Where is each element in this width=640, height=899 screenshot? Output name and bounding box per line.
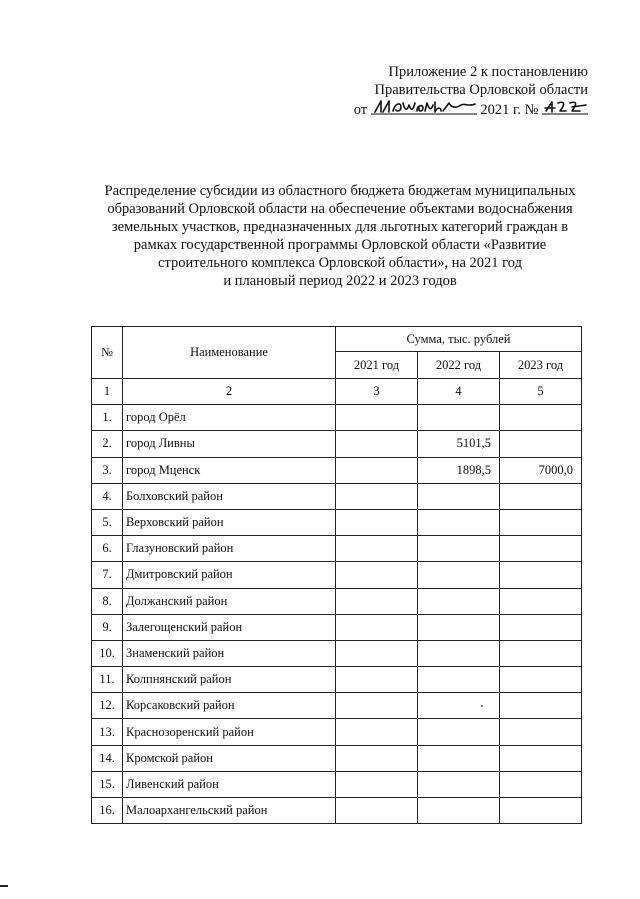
row-2021-value bbox=[336, 562, 418, 588]
title-line: строительного комплекса Орловской области», на 2021 год bbox=[158, 255, 522, 271]
table-row bbox=[92, 693, 582, 719]
row-2022-value bbox=[418, 640, 500, 666]
row-name: Дмитровский район bbox=[123, 562, 336, 588]
row-2022-value bbox=[418, 719, 500, 745]
table-row bbox=[92, 640, 582, 666]
row-2022-value bbox=[418, 562, 500, 588]
row-name: Кромской район bbox=[123, 745, 336, 771]
row-2021-value bbox=[336, 640, 418, 666]
table-row bbox=[92, 536, 582, 562]
index-cell: 4 bbox=[418, 379, 500, 405]
row-2022-value bbox=[418, 588, 500, 614]
date-prefix: от bbox=[353, 102, 368, 118]
index-cell: 1 bbox=[92, 379, 123, 405]
table-row bbox=[92, 798, 582, 824]
table-row bbox=[92, 588, 582, 614]
row-2023-value bbox=[500, 667, 582, 693]
row-name: Глазуновский район bbox=[123, 536, 336, 562]
table-row bbox=[92, 667, 582, 693]
table-row bbox=[92, 431, 582, 457]
row-number: 1. bbox=[92, 405, 123, 431]
row-2021-value bbox=[336, 693, 418, 719]
row-2021-value bbox=[336, 405, 418, 431]
row-2022-value bbox=[418, 667, 500, 693]
row-name: Верховский район bbox=[123, 509, 336, 535]
header-year-2022: 2022 год bbox=[418, 352, 500, 379]
row-2021-value bbox=[336, 719, 418, 745]
header-name: Наименование bbox=[123, 327, 336, 379]
title-line: и плановый период 2022 и 2023 годов bbox=[223, 273, 457, 289]
row-2023-value bbox=[500, 771, 582, 797]
row-2023-value bbox=[500, 588, 582, 614]
table-row bbox=[92, 405, 582, 431]
table-row bbox=[92, 457, 582, 483]
row-name: город Ливны bbox=[123, 431, 336, 457]
row-number: 8. bbox=[92, 588, 123, 614]
row-2021-value bbox=[336, 483, 418, 509]
scan-speck bbox=[481, 705, 483, 707]
row-2023-value bbox=[500, 798, 582, 824]
table-row bbox=[92, 509, 582, 535]
row-number: 9. bbox=[92, 614, 123, 640]
handwritten-date-signature bbox=[371, 99, 477, 117]
row-2022-value bbox=[418, 693, 500, 719]
row-number: 12. bbox=[92, 693, 123, 719]
row-2022-value bbox=[418, 798, 500, 824]
row-name: Должанский район bbox=[123, 588, 336, 614]
row-2023-value bbox=[500, 640, 582, 666]
title-line: рамках государственной программы Орловской области «Развитие bbox=[133, 237, 547, 253]
table-row bbox=[92, 562, 582, 588]
row-2021-value bbox=[336, 536, 418, 562]
title-line: земельных участков, предназначенных для льготных категорий граждан в bbox=[111, 219, 569, 235]
table-row bbox=[92, 614, 582, 640]
index-cell: 5 bbox=[500, 379, 582, 405]
row-name: Малоархангельский район bbox=[123, 798, 336, 824]
subsidy-table bbox=[91, 326, 582, 824]
row-number: 14. bbox=[92, 745, 123, 771]
handwritten-doc-number bbox=[542, 99, 588, 117]
appendix-header bbox=[352, 64, 588, 120]
row-2022-value bbox=[418, 745, 500, 771]
row-2022-value bbox=[418, 771, 500, 797]
row-2023-value bbox=[500, 693, 582, 719]
row-number: 2. bbox=[92, 431, 123, 457]
row-2022-value bbox=[418, 509, 500, 535]
row-number: 11. bbox=[92, 667, 123, 693]
row-2021-value bbox=[336, 457, 418, 483]
header-year-2023: 2023 год bbox=[500, 352, 582, 379]
row-name: Ливенский район bbox=[123, 771, 336, 797]
row-2023-value: 7000,0 bbox=[500, 457, 582, 483]
row-number: 4. bbox=[92, 483, 123, 509]
row-name: Колпнянский район bbox=[123, 667, 336, 693]
table-index-row bbox=[92, 379, 582, 405]
row-2021-value bbox=[336, 745, 418, 771]
table-header-row bbox=[92, 327, 582, 352]
row-number: 6. bbox=[92, 536, 123, 562]
row-2023-value bbox=[500, 483, 582, 509]
document-title bbox=[80, 182, 600, 290]
row-name: город Орёл bbox=[123, 405, 336, 431]
header-number: № bbox=[92, 327, 123, 379]
row-name: Корсаковский район bbox=[123, 693, 336, 719]
row-number: 7. bbox=[92, 562, 123, 588]
row-name: Краснозоренский район bbox=[123, 719, 336, 745]
row-2021-value bbox=[336, 588, 418, 614]
row-2021-value bbox=[336, 771, 418, 797]
row-2021-value bbox=[336, 614, 418, 640]
date-year-number-label: 2021 г. № bbox=[480, 102, 539, 118]
row-number: 5. bbox=[92, 509, 123, 535]
index-cell: 3 bbox=[336, 379, 418, 405]
row-2023-value bbox=[500, 745, 582, 771]
row-2022-value: 5101,5 bbox=[418, 431, 500, 457]
row-name: город Мценск bbox=[123, 457, 336, 483]
row-number: 16. bbox=[92, 798, 123, 824]
row-2023-value bbox=[500, 562, 582, 588]
row-number: 13. bbox=[92, 719, 123, 745]
index-cell: 2 bbox=[123, 379, 336, 405]
row-2021-value bbox=[336, 509, 418, 535]
row-name: Знаменский район bbox=[123, 640, 336, 666]
appendix-line-1: Приложение 2 к постановлению bbox=[388, 64, 588, 80]
row-number: 15. bbox=[92, 771, 123, 797]
row-2023-value bbox=[500, 431, 582, 457]
row-2023-value bbox=[500, 405, 582, 431]
table-row bbox=[92, 719, 582, 745]
scan-edge-mark bbox=[0, 885, 8, 887]
row-2023-value bbox=[500, 509, 582, 535]
appendix-line-2: Правительства Орловской области bbox=[374, 81, 588, 98]
row-2022-value bbox=[418, 614, 500, 640]
row-2023-value bbox=[500, 719, 582, 745]
row-2022-value bbox=[418, 483, 500, 509]
title-line: Распределение субсидии из областного бюджета бюджетам муниципальных bbox=[104, 183, 576, 199]
appendix-line-3 bbox=[352, 99, 588, 120]
table-row bbox=[92, 771, 582, 797]
row-2022-value bbox=[418, 536, 500, 562]
row-2021-value bbox=[336, 798, 418, 824]
row-number: 3. bbox=[92, 457, 123, 483]
header-year-2021: 2021 год bbox=[336, 352, 418, 379]
table-row bbox=[92, 483, 582, 509]
row-2022-value bbox=[418, 405, 500, 431]
row-name: Залегощенский район bbox=[123, 614, 336, 640]
row-2022-value: 1898,5 bbox=[418, 457, 500, 483]
row-2023-value bbox=[500, 536, 582, 562]
row-2021-value bbox=[336, 431, 418, 457]
row-2021-value bbox=[336, 667, 418, 693]
row-number: 10. bbox=[92, 640, 123, 666]
row-name: Болховский район bbox=[123, 483, 336, 509]
title-line: образований Орловской области на обеспечение объектами водоснабжения bbox=[107, 201, 573, 217]
row-2023-value bbox=[500, 614, 582, 640]
header-sum: Сумма, тыс. рублей bbox=[336, 327, 582, 352]
table-row bbox=[92, 745, 582, 771]
